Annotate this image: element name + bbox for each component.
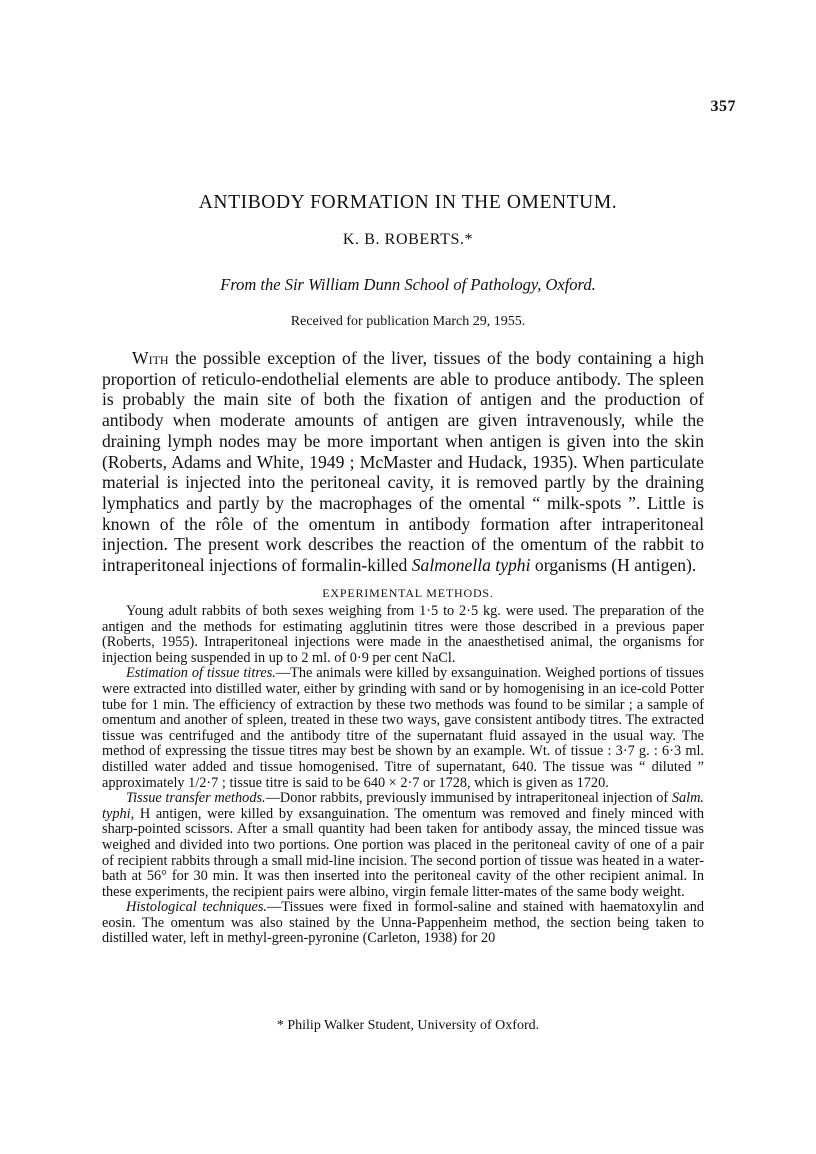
received-date: Received for publication March 29, 1955. <box>290 314 526 329</box>
article-title: ANTIBODY FORMATION IN THE OMENTUM. <box>198 192 618 213</box>
abstract-text: the possible exception of the liver, tissues of the body containing a high proportion of reticulo-endothelial elements are able to produce antibody. The spleen is probably the main site of both the fixation of antigen and the production of antibody when moderate amounts of antigen are given intravenously, while the draining lymph nodes may be more important when antigen is given into the skin (Roberts, Adams and White, 1949 ; McMaster and Hudack, 1935). When particulate material is injected into the peritoneal cavity, it is removed partly by the draining lymphatics and partly by the macrophages of the omental “ milk-spots ”. Little is known of the rôle of the omentum in antibody formation after intraperitoneal injection. The present work describes the reaction of the omentum of the rabbit to intraperitoneal injections of formalin-killed <box>102 348 704 576</box>
run-in-heading: Histological techniques. <box>126 899 267 916</box>
paragraph-tissue-transfer <box>102 791 704 900</box>
paragraph-text: H antigen, were killed by exsanguination. The omentum was removed and finely minced with sharp-pointed scissors. After a small quantity had been taken for antibody assay, the minced tissue was weighed and divided into two portions. One portion was placed in the peritoneal cavity of one of a pair of recipient rabbits through a small mid-line incision. The second portion of tissue was heated in a water-bath at 56° for 30 min. It was then inserted into the peritoneal cavity of the other recipient animal. In these experiments, the recipient pairs were albino, virgin female litter-mates of the same body weight. <box>102 805 704 900</box>
abstract <box>102 348 704 576</box>
abstract-italic-organism: Salmonella typhi <box>411 555 531 576</box>
footnote: * Philip Walker Student, University of Oxford. <box>276 1018 540 1033</box>
paragraph-text: —The animals were killed by exsanguination. Weighed portions of tissues were extracted into distilled water, either by grinding with sand or by homogenising in an ice-cold Potter tube for 1 min. The efficiency of extraction by these two methods was found to be similar ; a sample of omentum and another of spleen, treated in these two ways, gave consistent antibody titres. The extracted tissue was centrifuged and the antibody titre of the supernatant fluid assayed in the usual way. The method of expressing the tissue titres may best be shown by an example. Wt. of tissue : 3·7 g. : 6·3 ml. distilled water added and tissue homogenised. Titre of supernatant, 640. The tissue was “ diluted ” approximately 1/2·7 ; tissue titre is said to be 640 × 2·7 or 1728, which is given as 1720. <box>102 665 704 791</box>
run-in-heading: Tissue transfer methods. <box>126 790 266 807</box>
page-number: 357 <box>710 98 736 115</box>
paragraph-tissue-titres <box>102 666 704 791</box>
paragraph-histology <box>102 900 704 947</box>
paragraph-text: —Tissues were fixed in formol-saline and stained with haematoxylin and eosin. The omentum was also stained by the Unna-Pappenheim method, the section being taken to distilled water, left in methyl-green-pyronine (Carleton, 1938) for 20 <box>102 899 704 947</box>
abstract-first-word: With <box>132 348 169 368</box>
abstract-text-end: organisms (H antigen). <box>530 555 697 576</box>
run-in-heading: Estimation of tissue titres. <box>126 665 276 682</box>
section-heading: EXPERIMENTAL METHODS. <box>322 586 494 600</box>
paragraph-text: —Donor rabbits, previously immunised by intraperitoneal injection of <box>265 790 672 807</box>
author-affiliation: From the Sir William Dunn School of Pathology, Oxford. <box>220 275 596 294</box>
paragraph-materials: Young adult rabbits of both sexes weighing from 1·5 to 2·5 kg. were used. The preparation of the antigen and the methods for estimating agglutinin titres were those described in a previous paper (Roberts, 1955). Intraperitoneal injections were made in the anaesthetised animal, the organisms for injection being suspended in up to 2 ml. of 0·9 per cent NaCl. <box>102 603 704 666</box>
abstract-paragraph <box>102 348 704 576</box>
author-name: K. B. ROBERTS.* <box>342 231 474 248</box>
body-text <box>102 604 704 947</box>
italic-organism: Salm. typhi, <box>102 790 704 822</box>
